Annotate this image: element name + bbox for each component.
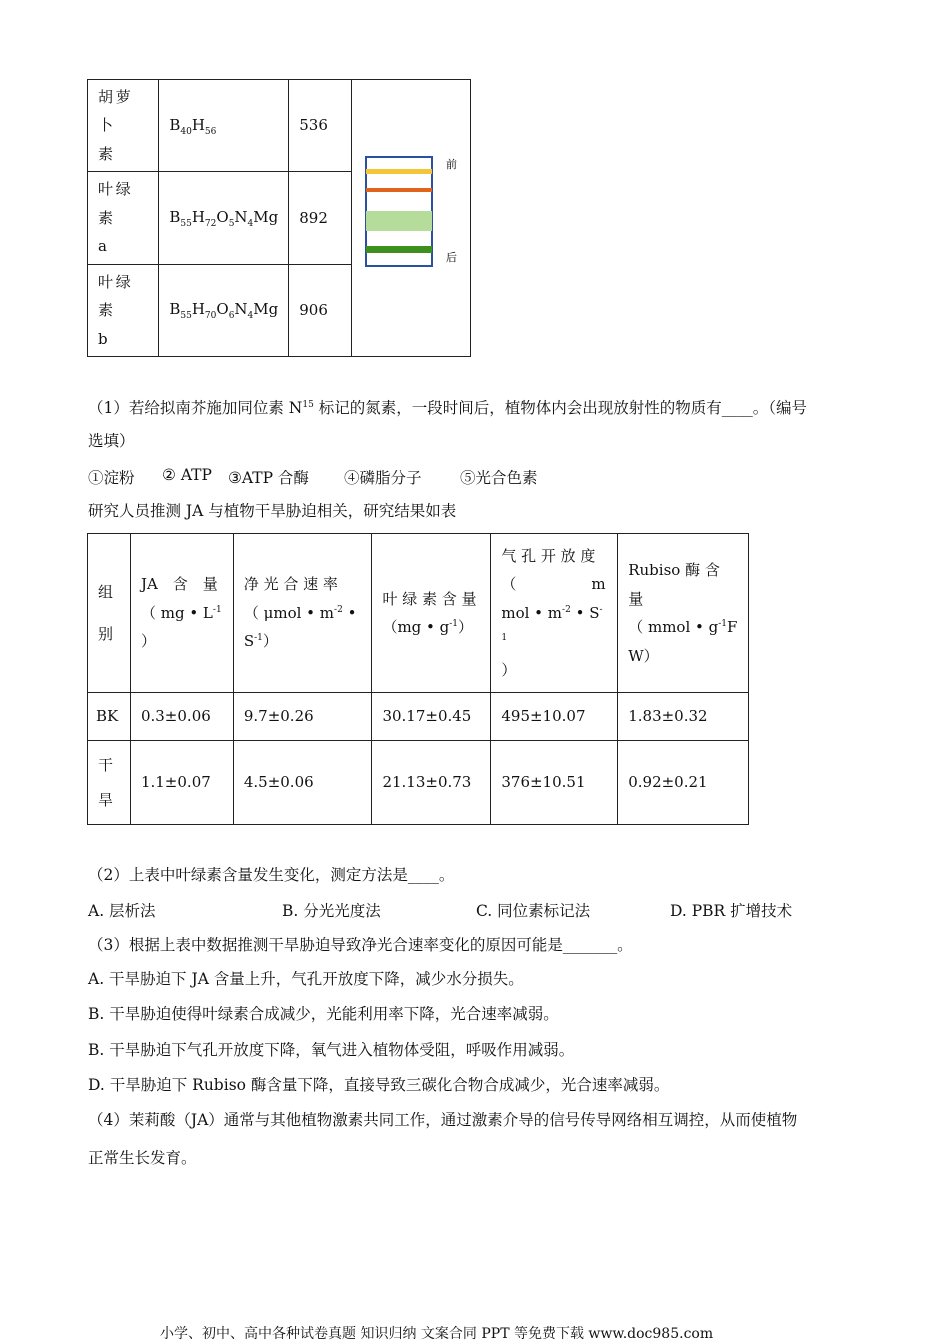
pigment-name-suffix: a xyxy=(98,237,107,256)
q1-line1: （1）若给拟南芥施加同位素 $N^{15}$ 标记的氮素，一段时间后，植物体内会出现放射性的物质有____。（编号 xyxy=(88,399,807,418)
pigment-mass: 536 xyxy=(289,80,352,172)
header-text: 净 光 合 速 率 xyxy=(243,575,338,594)
header-text: （ mg • $L^{-1}$ xyxy=(140,603,222,622)
cell-chlorophyll: 21.13±0.73 xyxy=(372,741,491,825)
table-row xyxy=(88,693,749,741)
front-label: 前 xyxy=(446,158,457,171)
row-group-text: 旱 xyxy=(98,790,114,809)
header-row xyxy=(88,534,749,693)
q2-option-a: A. 层析法 xyxy=(88,902,156,920)
header-photosynthesis xyxy=(233,534,372,693)
q3-option-c: B. 干旱胁迫下气孔开放度下降，氧气进入植物体受阻，呼吸作用减弱。 xyxy=(88,1041,575,1059)
q1-option-2: ② ATP xyxy=(162,466,212,484)
cell-rubiso: 0.92±0.21 xyxy=(618,741,749,825)
q4-line2: 正常生长发育。 xyxy=(88,1149,197,1167)
q2-option-b: B. 分光光度法 xyxy=(282,902,381,920)
q2-option-d: D. PBR 扩增技术 xyxy=(670,902,793,920)
chlorophyll-a-band xyxy=(366,211,432,231)
cell-photosynthesis: 9.7±0.26 xyxy=(233,693,372,741)
header-text: 组 xyxy=(98,582,114,601)
q1-option-5: ⑤光合色素 xyxy=(460,469,538,487)
pigment-formula: $B_{40}H_{56}$ xyxy=(159,80,289,172)
header-group xyxy=(88,534,131,693)
cell-ja: 1.1±0.07 xyxy=(130,741,233,825)
back-label: 后 xyxy=(446,251,457,264)
header-text: ） xyxy=(140,632,156,651)
header-text: 叶 绿 素 含 量 xyxy=(382,589,477,608)
header-text: mol • $m^{-2}$ • $S^{-1}$ xyxy=(501,603,603,644)
q1-option-3: ③ATP 合酶 xyxy=(228,469,309,487)
pigment-table xyxy=(87,79,471,357)
q2-stem: （2）上表中叶绿素含量发生变化，测定方法是____。 xyxy=(88,866,455,884)
chlorophyll-b-band xyxy=(366,246,432,253)
q3-stem: （3）根据上表中数据推测干旱胁迫导致净光合速率变化的原因可能是_______。 xyxy=(88,936,633,954)
header-text: Rubiso 酶 含 量 xyxy=(628,561,720,608)
pigment-formula: $B_{55}H_{72}O_5N_4Mg$ xyxy=(159,172,289,264)
header-text: $S^{-1}$） xyxy=(243,632,278,651)
pigment-mass: 892 xyxy=(289,172,352,264)
cell-chlorophyll: 30.17±0.45 xyxy=(372,693,491,741)
pigment-name-cell xyxy=(88,172,159,264)
data-table xyxy=(87,533,749,825)
header-text: （mg • $g^{-1}$） xyxy=(382,618,474,636)
row-group xyxy=(88,741,131,825)
row-group-text: 干 xyxy=(98,756,114,774)
cell-stomata: 495±10.07 xyxy=(491,693,618,741)
q4-line1: （4）茉莉酸（JA）通常与其他植物激素共同工作，通过激素介导的信号传导网络相互调控，从而使植物 xyxy=(88,1111,798,1129)
xanthophyll-band xyxy=(366,188,432,192)
pigment-name-cell xyxy=(88,264,159,356)
header-text: W） xyxy=(628,646,659,665)
q3-option-a: A. 干旱胁迫下 JA 含量上升，气孔开放度下降，减少水分损失。 xyxy=(88,970,524,988)
pigment-name-suffix: 素 xyxy=(98,144,114,163)
cell-ja: 0.3±0.06 xyxy=(130,693,233,741)
header-text: （ μmol • $m^{-2}$ • xyxy=(243,603,357,622)
q3-option-d: D. 干旱胁迫下 Rubiso 酶含量下降，直接导致三碳化合物合成减少，光合速率减弱。 xyxy=(88,1076,670,1094)
cell-stomata: 376±10.51 xyxy=(491,741,618,825)
table-row xyxy=(88,741,749,825)
header-text: （ m xyxy=(501,575,606,594)
pigment-name: 胡萝卜 xyxy=(98,87,134,135)
row-group: BK xyxy=(88,693,131,741)
cell-rubiso: 1.83±0.32 xyxy=(618,693,749,741)
q3-option-b: B. 干旱胁迫使得叶绿素合成减少，光能利用率下降，光合速率减弱。 xyxy=(88,1005,559,1023)
pigment-mass: 906 xyxy=(289,264,352,356)
intro-text: 研究人员推测 JA 与植物干旱胁迫相关，研究结果如表 xyxy=(88,502,457,520)
cell-photosynthesis: 4.5±0.06 xyxy=(233,741,372,825)
header-rubiso xyxy=(618,534,749,693)
pigment-name-cell xyxy=(88,80,159,172)
pigment-name-suffix: b xyxy=(98,329,108,348)
q1-option-1: ①淀粉 xyxy=(88,469,135,487)
header-text: JA 含 量 xyxy=(140,575,218,594)
header-text: 别 xyxy=(98,625,114,643)
q1-option-4: ④磷脂分子 xyxy=(344,469,422,487)
header-chlorophyll xyxy=(372,534,491,693)
pigment-name: 叶绿素 xyxy=(98,180,134,227)
header-text: 气 孔 开 放 度 xyxy=(501,546,596,565)
header-text: ） xyxy=(501,660,517,679)
pigment-name: 叶绿素 xyxy=(98,272,134,320)
header-stomata xyxy=(491,534,618,693)
chromatography-diagram xyxy=(352,80,470,356)
header-text: （ mmol • $g^{-1}F$ xyxy=(628,618,738,636)
q1-line2: 选填） xyxy=(88,432,135,450)
header-ja xyxy=(130,534,233,693)
pigment-formula: $B_{55}H_{70}O_6N_4Mg$ xyxy=(159,264,289,356)
chromatography-cell xyxy=(352,80,471,357)
q2-option-c: C. 同位素标记法 xyxy=(476,902,591,920)
carotene-band xyxy=(366,169,432,174)
footer-text: 小学、初中、高中各种试卷真题 知识归纳 文案合同 PPT 等免费下载 www.doc985.com xyxy=(160,1326,714,1342)
